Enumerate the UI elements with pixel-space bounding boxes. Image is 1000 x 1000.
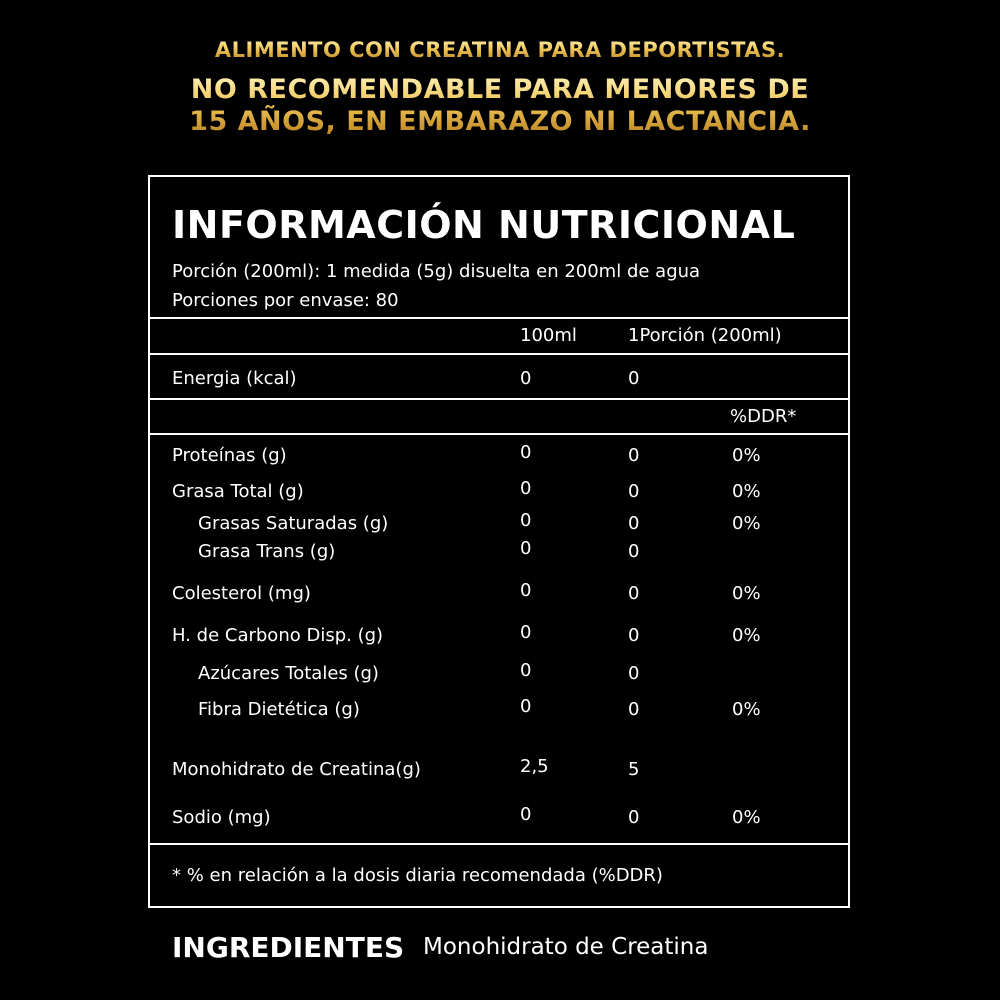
nutrient-label: Sodio (mg) — [172, 807, 271, 828]
nutrient-label: Fibra Dietética (g) — [198, 699, 360, 720]
nutrient-100ml: 0 — [520, 622, 532, 643]
nutrient-100ml: 0 — [520, 696, 532, 717]
divider — [150, 843, 848, 845]
nutrient-ddr: 0% — [732, 513, 761, 534]
nutrient-portion: 0 — [628, 513, 640, 534]
divider — [150, 398, 848, 400]
nutrient-portion: 0 — [628, 583, 640, 604]
nutrient-portion: 0 — [628, 445, 640, 466]
warning-lines-2-3 — [0, 74, 1000, 138]
nutrient-100ml: 2,5 — [520, 756, 549, 777]
nutrient-portion: 0 — [628, 807, 640, 828]
nutrient-label: Grasa Total (g) — [172, 481, 304, 502]
warning-line-3: 15 AÑOS, EN EMBARAZO NI LACTANCIA. — [189, 106, 811, 137]
nutrient-portion: 0 — [628, 699, 640, 720]
nutrient-portion: 0 — [628, 663, 640, 684]
nutrition-title: INFORMACIÓN NUTRICIONAL — [172, 203, 796, 247]
nutrient-100ml: 0 — [520, 580, 532, 601]
nutrient-100ml: 0 — [520, 442, 532, 463]
divider — [150, 433, 848, 435]
column-header-portion: 1Porción (200ml) — [628, 325, 782, 346]
nutrient-ddr: 0% — [732, 445, 761, 466]
nutrient-ddr: 0% — [732, 481, 761, 502]
warning-line-2: NO RECOMENDABLE PARA MENORES DE — [190, 74, 810, 105]
divider — [150, 317, 848, 319]
nutrition-panel — [148, 175, 850, 908]
nutrient-portion: 0 — [628, 481, 640, 502]
ingredients-heading: INGREDIENTES — [172, 931, 405, 964]
nutrient-label: H. de Carbono Disp. (g) — [172, 625, 384, 646]
divider — [150, 353, 848, 355]
nutrient-100ml: 0 — [520, 510, 532, 531]
nutrient-portion: 0 — [628, 541, 640, 562]
energy-label: Energia (kcal) — [172, 368, 297, 389]
nutrient-label: Colesterol (mg) — [172, 583, 311, 604]
nutrient-100ml: 0 — [520, 538, 532, 559]
nutrient-ddr: 0% — [732, 699, 761, 720]
nutrient-ddr: 0% — [732, 625, 761, 646]
nutrient-label: Proteínas (g) — [172, 445, 287, 466]
nutrient-label: Monohidrato de Creatina(g) — [172, 759, 421, 780]
footnote: * % en relación a la dosis diaria recomendada (%DDR) — [172, 865, 663, 886]
nutrient-portion: 0 — [628, 625, 640, 646]
nutrient-label: Grasa Trans (g) — [198, 541, 336, 562]
nutrient-ddr: 0% — [732, 583, 761, 604]
nutrient-100ml: 0 — [520, 660, 532, 681]
energy-portion: 0 — [628, 368, 640, 389]
serving-size: Porción (200ml): 1 medida (5g) disuelta en 200ml de agua — [172, 261, 701, 282]
nutrient-100ml: 0 — [520, 804, 532, 825]
nutrient-portion: 5 — [628, 759, 640, 780]
nutrient-100ml: 0 — [520, 478, 532, 499]
column-header-100ml: 100ml — [520, 325, 577, 346]
nutrient-label: Azúcares Totales (g) — [198, 663, 379, 684]
ddr-header: %DDR* — [730, 406, 797, 427]
ingredients-value: Monohidrato de Creatina — [423, 934, 709, 960]
energy-100ml: 0 — [520, 368, 532, 389]
warning-line-1: ALIMENTO CON CREATINA PARA DEPORTISTAS. — [0, 38, 1000, 62]
servings-per-container: Porciones por envase: 80 — [172, 290, 399, 311]
nutrient-ddr: 0% — [732, 807, 761, 828]
nutrient-label: Grasas Saturadas (g) — [198, 513, 389, 534]
